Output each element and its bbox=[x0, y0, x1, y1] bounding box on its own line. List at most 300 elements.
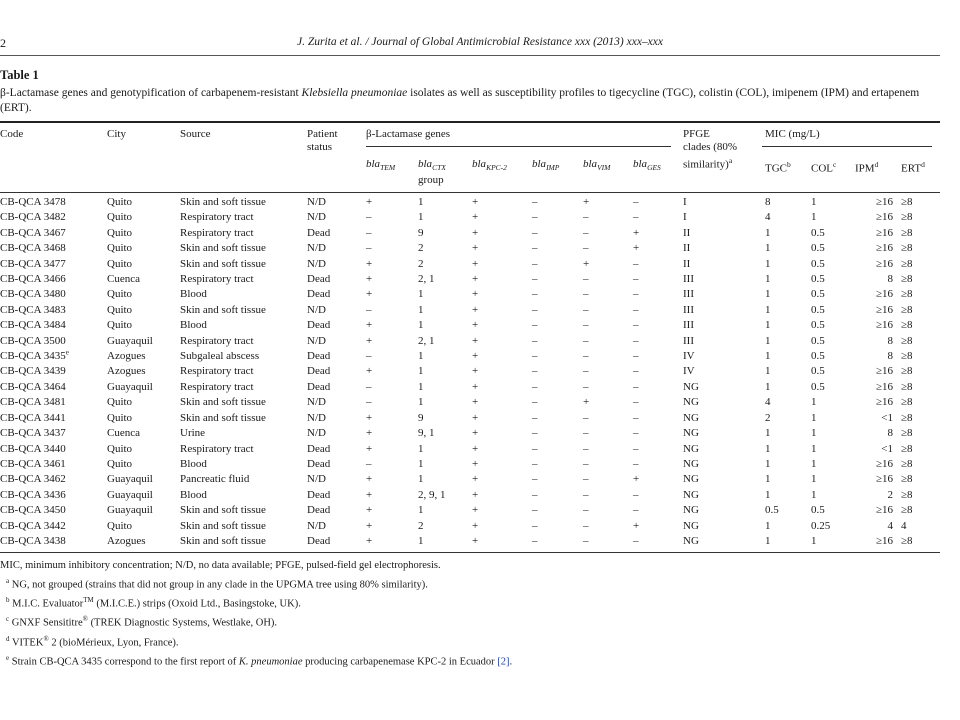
cell-spacer bbox=[893, 349, 901, 364]
cell-pfge: IV bbox=[683, 365, 695, 378]
cell-ges: – bbox=[633, 319, 639, 332]
cell-code-text: CB-QCA 3478 bbox=[0, 196, 66, 208]
cell-vim: – bbox=[583, 242, 589, 255]
bla-prefix: bla bbox=[366, 158, 381, 170]
cell-spacer bbox=[893, 457, 901, 472]
cell-col: 1 bbox=[811, 442, 817, 455]
cell-status: Dead bbox=[307, 350, 331, 363]
cell-vim: – bbox=[583, 473, 589, 486]
cell-source: Respiratory tract bbox=[180, 365, 254, 378]
cell-pfge: III bbox=[683, 288, 694, 301]
cell-tem: + bbox=[366, 319, 373, 332]
cell-ipm: ≥16 bbox=[875, 303, 893, 316]
cell-imp: – bbox=[532, 196, 538, 208]
cell-col: 0.5 bbox=[811, 242, 825, 255]
bla-ctx-sub: CTX bbox=[432, 163, 446, 173]
cell-ert: ≥8 bbox=[901, 504, 913, 517]
cell-source: Skin and soft tissue bbox=[180, 534, 266, 547]
cell-code bbox=[0, 303, 107, 318]
cell-city: Quito bbox=[107, 519, 133, 532]
cell-ert: ≥8 bbox=[901, 257, 913, 270]
cell-ert: ≥8 bbox=[901, 242, 913, 255]
cell-code bbox=[0, 210, 107, 225]
footnote-d-text-2: 2 (bioMérieux, Lyon, France). bbox=[48, 637, 179, 649]
cell-vim: – bbox=[583, 226, 589, 239]
table-row bbox=[0, 426, 932, 441]
cell-code bbox=[0, 411, 107, 426]
cell-ctx: 1 bbox=[418, 288, 424, 301]
footnote-a-mark: a bbox=[6, 576, 10, 585]
cell-ipm: ≥16 bbox=[875, 473, 893, 486]
cell-ipm: ≥16 bbox=[875, 242, 893, 255]
cell-code bbox=[0, 426, 107, 441]
cell-ipm: <1 bbox=[881, 411, 893, 424]
cell-imp: – bbox=[532, 365, 538, 378]
cell-ges: – bbox=[633, 334, 639, 347]
cell-imp: – bbox=[532, 504, 538, 517]
cell-vim: – bbox=[583, 211, 589, 224]
table-row bbox=[0, 241, 932, 256]
cell-kpc: + bbox=[472, 196, 479, 208]
cell-status: Dead bbox=[307, 365, 331, 378]
cell-vim: – bbox=[583, 534, 589, 547]
header-source: Source bbox=[180, 128, 211, 140]
cell-source: Respiratory tract bbox=[180, 211, 254, 224]
cell-pfge: II bbox=[683, 226, 691, 239]
cell-col: 0.5 bbox=[811, 334, 825, 347]
cell-tem: – bbox=[366, 396, 372, 409]
header-patient-status-2: status bbox=[307, 141, 333, 153]
cell-tgc: 1 bbox=[765, 319, 771, 332]
header-bla-ges bbox=[633, 158, 661, 174]
table-row bbox=[0, 442, 932, 457]
cell-tgc: 8 bbox=[765, 196, 771, 208]
header-code: Code bbox=[0, 128, 24, 140]
cell-col: 1 bbox=[811, 473, 817, 486]
footnote-a-text: NG, not grouped (strains that did not group in any clade in the UPGMA tree using 80% similarity). bbox=[11, 579, 428, 591]
bla-ges-sub: GES bbox=[647, 163, 661, 173]
cell-kpc: + bbox=[472, 365, 479, 378]
cell-vim: – bbox=[583, 488, 589, 501]
cell-code-text: CB-QCA 3480 bbox=[0, 288, 66, 301]
cell-kpc: + bbox=[472, 519, 479, 532]
table-row bbox=[0, 349, 932, 364]
cell-tgc: 1 bbox=[765, 288, 771, 301]
cell-ges: – bbox=[633, 257, 639, 270]
table-row bbox=[0, 257, 932, 272]
footnote-d-text-1: VITEK bbox=[11, 637, 44, 649]
header-bla-group: β-Lactamase genes bbox=[366, 128, 451, 140]
cell-ipm: ≥16 bbox=[875, 319, 893, 332]
cell-ipm: ≥16 bbox=[875, 504, 893, 517]
cell-code-text: CB-QCA 3466 bbox=[0, 273, 66, 286]
table-row bbox=[0, 195, 932, 210]
table-row bbox=[0, 519, 932, 534]
cell-pfge: III bbox=[683, 319, 694, 332]
cell-city: Guayaquil bbox=[107, 380, 153, 393]
footnote-b-tm: TM bbox=[83, 596, 94, 605]
cell-tem: + bbox=[366, 473, 373, 486]
cell-spacer bbox=[893, 364, 901, 379]
cell-tgc: 2 bbox=[765, 411, 771, 424]
cell-col: 1 bbox=[811, 196, 817, 208]
cell-pfge: NG bbox=[683, 427, 699, 440]
cell-status: N/D bbox=[307, 242, 326, 255]
cell-tgc: 1 bbox=[765, 303, 771, 316]
cell-ipm: 8 bbox=[887, 273, 893, 286]
cell-kpc: + bbox=[472, 334, 479, 347]
header-patient-status-1: Patient bbox=[307, 128, 338, 140]
cell-vim: – bbox=[583, 457, 589, 470]
cell-ctx: 2, 1 bbox=[418, 273, 435, 286]
footnote-e-organism: K. pneumoniae bbox=[238, 656, 303, 668]
cell-tgc: 1 bbox=[765, 473, 771, 486]
cell-code-text: CB-QCA 3477 bbox=[0, 257, 66, 270]
cell-imp: – bbox=[532, 396, 538, 409]
bla-prefix: bla bbox=[532, 158, 547, 170]
cell-pfge: NG bbox=[683, 380, 699, 393]
cell-ipm: 8 bbox=[887, 334, 893, 347]
header-rule bbox=[0, 55, 940, 56]
header-col-sup: c bbox=[833, 160, 837, 169]
cell-code-text: CB-QCA 3484 bbox=[0, 319, 66, 332]
cell-spacer bbox=[893, 426, 901, 441]
cell-status: Dead bbox=[307, 273, 331, 286]
cell-ges: + bbox=[633, 226, 640, 239]
cell-status: N/D bbox=[307, 411, 326, 424]
cell-status: N/D bbox=[307, 211, 326, 224]
cell-ges: – bbox=[633, 396, 639, 409]
cell-ges: – bbox=[633, 504, 639, 517]
cell-source: Skin and soft tissue bbox=[180, 303, 266, 316]
cell-imp: – bbox=[532, 273, 538, 286]
table-row bbox=[0, 503, 932, 518]
cell-source: Blood bbox=[180, 457, 207, 470]
footnote-e-end: . bbox=[509, 656, 513, 668]
header-bottom-rule bbox=[0, 192, 940, 193]
cell-ges: – bbox=[633, 196, 639, 208]
cell-code-text: CB-QCA 3442 bbox=[0, 519, 66, 532]
cell-ctx: 1 bbox=[418, 504, 424, 517]
cell-ipm: <1 bbox=[881, 442, 893, 455]
cell-tgc: 1 bbox=[765, 242, 771, 255]
cell-ert: ≥8 bbox=[901, 411, 913, 424]
cell-kpc: + bbox=[472, 457, 479, 470]
caption-text-1: β-Lactamase genes and genotypification of carbapenem-resistant bbox=[0, 87, 302, 99]
cell-ctx: 2 bbox=[418, 257, 424, 270]
cell-col: 0.5 bbox=[811, 319, 825, 332]
cell-ert: ≥8 bbox=[901, 303, 913, 316]
header-tgc-sup: b bbox=[787, 160, 791, 169]
cell-ctx: 1 bbox=[418, 365, 424, 378]
cell-col: 1 bbox=[811, 211, 817, 224]
cell-spacer bbox=[893, 195, 901, 210]
cell-pfge: NG bbox=[683, 396, 699, 409]
cell-city: Guayaquil bbox=[107, 334, 153, 347]
bla-ctx-group: group bbox=[418, 174, 444, 187]
cell-imp: – bbox=[532, 442, 538, 455]
cell-ipm: ≥16 bbox=[875, 288, 893, 301]
cell-spacer bbox=[893, 503, 901, 518]
cell-kpc: + bbox=[472, 504, 479, 517]
cell-ctx: 1 bbox=[418, 380, 424, 393]
cell-ert: ≥8 bbox=[901, 457, 913, 470]
cell-code bbox=[0, 318, 107, 333]
cell-imp: – bbox=[532, 319, 538, 332]
bla-vim-sub: VIM bbox=[597, 163, 611, 173]
cell-tem: – bbox=[366, 303, 372, 316]
cell-code-text: CB-QCA 3436 bbox=[0, 488, 66, 501]
cell-source: Skin and soft tissue bbox=[180, 257, 266, 270]
cell-col: 0.5 bbox=[811, 380, 825, 393]
cell-tem: + bbox=[366, 442, 373, 455]
cell-kpc: + bbox=[472, 473, 479, 486]
cell-vim: – bbox=[583, 334, 589, 347]
cell-city: Quito bbox=[107, 196, 133, 208]
table-row bbox=[0, 272, 932, 287]
header-pfge-sup: a bbox=[728, 156, 733, 165]
bla-prefix: bla bbox=[418, 158, 433, 170]
cell-tem: + bbox=[366, 488, 373, 501]
cell-source: Skin and soft tissue bbox=[180, 504, 266, 517]
cell-code-text: CB-QCA 3437 bbox=[0, 427, 66, 440]
table-row bbox=[0, 395, 932, 410]
cell-code bbox=[0, 226, 107, 241]
cell-code bbox=[0, 503, 107, 518]
cell-imp: – bbox=[532, 427, 538, 440]
cell-col: 0.5 bbox=[811, 226, 825, 239]
cell-ges: – bbox=[633, 411, 639, 424]
header-patient-status bbox=[307, 128, 338, 154]
cell-tgc: 1 bbox=[765, 457, 771, 470]
cell-imp: – bbox=[532, 350, 538, 363]
table-bottom-rule bbox=[0, 552, 940, 553]
cell-pfge: NG bbox=[683, 442, 699, 455]
cell-col: 0.25 bbox=[811, 519, 831, 532]
cell-ctx: 1 bbox=[418, 350, 424, 363]
cell-vim: – bbox=[583, 519, 589, 532]
cell-ipm: 4 bbox=[887, 519, 893, 532]
cell-status: Dead bbox=[307, 442, 331, 455]
header-ert-text: ERT bbox=[901, 162, 922, 175]
cell-status: N/D bbox=[307, 303, 326, 316]
cell-code-text: CB-QCA 3440 bbox=[0, 442, 66, 455]
cell-ges: + bbox=[633, 242, 640, 255]
cell-kpc: + bbox=[472, 534, 479, 547]
cell-tgc: 1 bbox=[765, 519, 771, 532]
cell-tem: – bbox=[366, 380, 372, 393]
cell-vim: – bbox=[583, 273, 589, 286]
bla-kpc-sub: KPC-2 bbox=[486, 163, 507, 173]
cell-ctx: 1 bbox=[418, 196, 424, 208]
cell-kpc: + bbox=[472, 488, 479, 501]
cell-tgc: 1 bbox=[765, 534, 771, 547]
cell-ipm: 2 bbox=[887, 488, 893, 501]
cell-kpc: + bbox=[472, 350, 479, 363]
cell-code bbox=[0, 241, 107, 256]
cell-tem: + bbox=[366, 534, 373, 547]
table-row bbox=[0, 534, 932, 549]
cell-col: 1 bbox=[811, 488, 817, 501]
cell-ert: ≥8 bbox=[901, 396, 913, 409]
cell-ges: – bbox=[633, 457, 639, 470]
cell-tgc: 1 bbox=[765, 350, 771, 363]
cell-pfge: II bbox=[683, 257, 691, 270]
cell-status: N/D bbox=[307, 427, 326, 440]
cell-ges: – bbox=[633, 488, 639, 501]
header-ipm-text: IPM bbox=[855, 162, 875, 175]
footnote-e-text-1: Strain CB-QCA 3435 correspond to the first report of bbox=[11, 656, 239, 668]
table-row bbox=[0, 411, 932, 426]
cell-ges: – bbox=[633, 442, 639, 455]
header-city: City bbox=[107, 128, 126, 140]
cell-code-text: CB-QCA 3483 bbox=[0, 303, 66, 316]
footnote-c-text-2: (TREK Diagnostic Systems, Westlake, OH). bbox=[87, 617, 278, 629]
cell-code-text: CB-QCA 3435 bbox=[0, 350, 66, 363]
cell-city: Guayaquil bbox=[107, 504, 153, 517]
cell-pfge: III bbox=[683, 303, 694, 316]
cell-col: 1 bbox=[811, 534, 817, 547]
reference-link-2[interactable]: [2] bbox=[497, 656, 510, 668]
cell-tem: – bbox=[366, 242, 372, 255]
cell-source: Skin and soft tissue bbox=[180, 411, 266, 424]
cell-source: Blood bbox=[180, 319, 207, 332]
table-top-rule bbox=[0, 121, 940, 123]
cell-kpc: + bbox=[472, 411, 479, 424]
header-ipm bbox=[855, 158, 878, 176]
cell-pfge: I bbox=[683, 196, 687, 208]
cell-code-text: CB-QCA 3482 bbox=[0, 211, 66, 224]
cell-source: Skin and soft tissue bbox=[180, 396, 266, 409]
cell-spacer bbox=[893, 287, 901, 302]
cell-ges: – bbox=[633, 303, 639, 316]
cell-code bbox=[0, 257, 107, 272]
header-bla-ctx bbox=[418, 158, 446, 187]
cell-ipm: ≥16 bbox=[875, 534, 893, 547]
cell-status: N/D bbox=[307, 334, 326, 347]
cell-code bbox=[0, 272, 107, 287]
cell-code bbox=[0, 287, 107, 302]
cell-code-text: CB-QCA 3441 bbox=[0, 411, 66, 424]
footnote-b bbox=[0, 593, 512, 612]
footnote-d-mark: d bbox=[6, 634, 10, 643]
cell-ges: – bbox=[633, 380, 639, 393]
cell-ert: ≥8 bbox=[901, 334, 913, 347]
cell-tgc: 0.5 bbox=[765, 504, 779, 517]
cell-ipm: 8 bbox=[887, 427, 893, 440]
cell-imp: – bbox=[532, 519, 538, 532]
cell-tgc: 1 bbox=[765, 365, 771, 378]
cell-city: Quito bbox=[107, 211, 133, 224]
running-header: J. Zurita et al. / Journal of Global Antimicrobial Resistance xxx (2013) xxx–xxx bbox=[297, 36, 663, 48]
page-number: 2 bbox=[0, 36, 6, 50]
cell-vim: – bbox=[583, 288, 589, 301]
cell-ert: ≥8 bbox=[901, 365, 913, 378]
cell-tem: + bbox=[366, 519, 373, 532]
cell-source: Blood bbox=[180, 488, 207, 501]
cell-tem: + bbox=[366, 196, 373, 208]
footnote-b-mark: b bbox=[6, 596, 10, 605]
footnote-c-reg: ® bbox=[82, 615, 88, 624]
cell-kpc: + bbox=[472, 288, 479, 301]
cell-spacer bbox=[893, 272, 901, 287]
header-bla-vim bbox=[583, 158, 610, 174]
cell-code-text: CB-QCA 3467 bbox=[0, 226, 66, 239]
cell-vim: + bbox=[583, 396, 590, 409]
cell-vim: – bbox=[583, 303, 589, 316]
cell-source: Respiratory tract bbox=[180, 226, 254, 239]
header-tgc bbox=[765, 158, 791, 176]
table-row bbox=[0, 364, 932, 379]
footnote-d-reg: ® bbox=[43, 634, 49, 643]
cell-code bbox=[0, 457, 107, 472]
cell-code bbox=[0, 472, 107, 487]
cell-ert: 4 bbox=[901, 519, 907, 532]
cell-tem: – bbox=[366, 457, 372, 470]
cell-spacer bbox=[893, 395, 901, 410]
cell-source: Skin and soft tissue bbox=[180, 519, 266, 532]
footnote-e-text-2: producing carbapenemase KPC-2 in Ecuador bbox=[302, 656, 498, 668]
cell-spacer bbox=[893, 210, 901, 225]
cell-tem: + bbox=[366, 334, 373, 347]
table-row bbox=[0, 303, 932, 318]
cell-ert: ≥8 bbox=[901, 226, 913, 239]
cell-status: N/D bbox=[307, 396, 326, 409]
footnote-a bbox=[0, 574, 512, 593]
cell-code-text: CB-QCA 3462 bbox=[0, 473, 66, 486]
cell-tem: + bbox=[366, 365, 373, 378]
cell-imp: – bbox=[532, 288, 538, 301]
cell-status: N/D bbox=[307, 473, 326, 486]
cell-ipm: ≥16 bbox=[875, 196, 893, 208]
footnote-d bbox=[0, 632, 512, 651]
cell-col: 1 bbox=[811, 396, 817, 409]
cell-city: Quito bbox=[107, 457, 133, 470]
table-row bbox=[0, 380, 932, 395]
cell-code-text: CB-QCA 3461 bbox=[0, 457, 66, 470]
cell-ert: ≥8 bbox=[901, 442, 913, 455]
cell-source: Subgaleal abscess bbox=[180, 350, 260, 363]
cell-imp: – bbox=[532, 303, 538, 316]
cell-status: N/D bbox=[307, 519, 326, 532]
cell-status: Dead bbox=[307, 380, 331, 393]
cell-city: Azogues bbox=[107, 365, 146, 378]
cell-city: Quito bbox=[107, 288, 133, 301]
cell-city: Quito bbox=[107, 303, 133, 316]
cell-city: Azogues bbox=[107, 350, 146, 363]
table-body bbox=[0, 195, 932, 549]
cell-imp: – bbox=[532, 334, 538, 347]
footnote-c-text-1: GNXF Sensititre bbox=[11, 617, 83, 629]
cell-source: Respiratory tract bbox=[180, 442, 254, 455]
cell-vim: – bbox=[583, 319, 589, 332]
cell-ert: ≥8 bbox=[901, 380, 913, 393]
table-row bbox=[0, 334, 932, 349]
cell-tgc: 1 bbox=[765, 427, 771, 440]
cell-source: Blood bbox=[180, 288, 207, 301]
cell-spacer bbox=[893, 380, 901, 395]
cell-vim: – bbox=[583, 365, 589, 378]
cell-status: Dead bbox=[307, 457, 331, 470]
cell-status: Dead bbox=[307, 504, 331, 517]
cell-vim: – bbox=[583, 380, 589, 393]
footnotes bbox=[0, 558, 512, 670]
cell-code-text: CB-QCA 3464 bbox=[0, 380, 66, 393]
cell-status: N/D bbox=[307, 196, 326, 208]
cell-city: Quito bbox=[107, 319, 133, 332]
cell-vim: + bbox=[583, 257, 590, 270]
cell-ipm: ≥16 bbox=[875, 257, 893, 270]
